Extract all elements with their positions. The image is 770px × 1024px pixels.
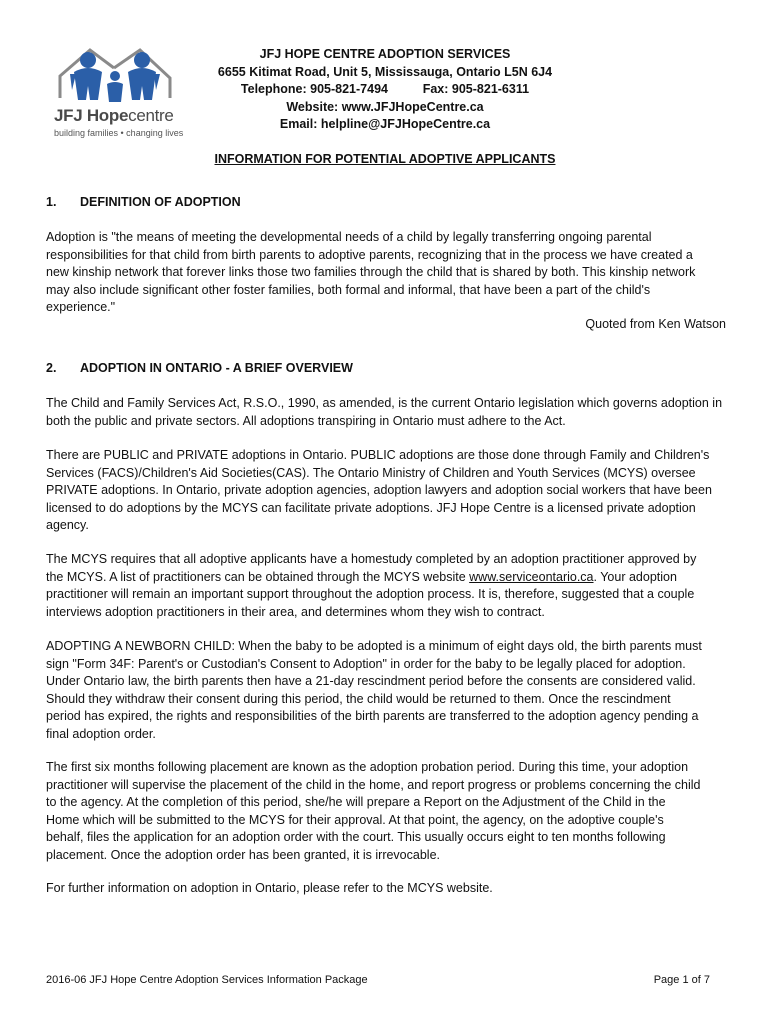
section-2-heading: 2. ADOPTION IN ONTARIO - A BRIEF OVERVIEW (46, 361, 353, 375)
footer-page-number: Page 1 of 7 (653, 974, 710, 986)
jfj-hope-centre-logo (50, 38, 184, 143)
fax: Fax: 905-821-6311 (422, 82, 530, 96)
email: Email: helpline@JFJHopeCentre.ca (279, 117, 491, 131)
org-name: JFJ HOPE CENTRE ADOPTION SERVICES (259, 47, 511, 61)
family-figures-icon (50, 38, 180, 108)
phone: Telephone: 905-821-7494 (240, 82, 388, 96)
logo-wordmark: JFJ Hopecentre (54, 106, 174, 125)
address: 6655 Kitimat Road, Unit 5, Mississauga, Ontario L5N 6J4 (217, 64, 553, 79)
section-2-paragraph-6: For further information on adoption in Ontario, please refer to the MCYS website. (46, 881, 493, 895)
section-1-paragraph: Adoption is "the means of meeting the developmental needs of a child by legally transferring ongoing parental responsibilities for that child from birth parents to adoptive parents, recognizing that in the process we have created a new kinship network that forever links those two families through the child that is shared by both. This kinship network may also include significant other foster families, both formal and informal, that have been a part of the child's experience." (46, 230, 696, 314)
section-1-heading: 1. DEFINITION OF ADOPTION (46, 195, 241, 209)
phone-fax-line (190, 81, 580, 99)
website: Website: www.JFJHopeCentre.ca (286, 99, 484, 114)
document-title: INFORMATION FOR POTENTIAL ADOPTIVE APPLICANTS (214, 152, 556, 166)
footer-document-info: 2016-06 JFJ Hope Centre Adoption Services Information Package (46, 974, 368, 986)
section-2-paragraph-1: The Child and Family Services Act, R.S.O., 1990, as amended, is the current Ontario legislation which governs adoption in both the public and private sectors. All adoptions transpiring in Ontario must adhere to the Act. (46, 396, 723, 428)
section-2-paragraph-2: There are PUBLIC and PRIVATE adoptions in Ontario. PUBLIC adoptions are those done through Family and Children's Services (FACS)/Children's Aid Societies(CAS). The Ontario Ministry of Children and Youth Services (MCYS) oversee PRIVATE adoptions. In Ontario, private adoption agencies, adoption lawyers and adoption social workers that have been licensed to do adoptions by the MCYS can facilitate private adoptions. JFJ Hope Centre is a licensed private adoption agency. (46, 448, 712, 532)
quote-attribution: Quoted from Ken Watson (585, 317, 726, 331)
section-2-paragraph-4: ADOPTING A NEWBORN CHILD: When the baby to be adopted is a minimum of eight days old, the birth parents must sign "Form 34F: Parent's or Custodian's Consent to Adoption" in order for the baby to be legally placed for adoption. Under Ontario law, the birth parents then have a 21-day rescindment period before the consents are considered valid. Should they withdraw their consent during this period, the child would be returned to them. Once the rescindment period has expired, the rights and responsibilities of the birth parents are transferred to the adoption agency pending a final adoption order. (46, 639, 702, 741)
logo-tagline: building families • changing lives (54, 128, 184, 138)
serviceontario-link[interactable]: www.serviceontario.ca (469, 569, 594, 584)
section-2-paragraph-3: The MCYS requires that all adoptive applicants have a homestudy completed by an adoption practitioner approved by the MCYS. A list of practitioners can be obtained through the MCYS website www.serviceontario.ca. Your adoption practitioner will remain an important support throughout the adoption process. It is, therefore, suggested that a couple interviews adoption practitioners in their area, and determines whom they wish to contract. (46, 552, 697, 619)
letterhead (190, 46, 580, 134)
section-2-paragraph-5: The first six months following placement are known as the adoption probation period. During this time, your adoption practitioner will supervise the placement of the child in the home, and report progress or problems concerning the child to the agency. At the completion of this period, she/he will prepare a Report on the Adjustment of the Child in the Home which will be submitted to the MCYS for their approval. At that point, the agency, on the adoptive couple's behalf, files the application for an adoption order with the court. This usually occurs eight to ten months following placement. Once the adoption order has been granted, it is irrevocable. (46, 760, 701, 862)
